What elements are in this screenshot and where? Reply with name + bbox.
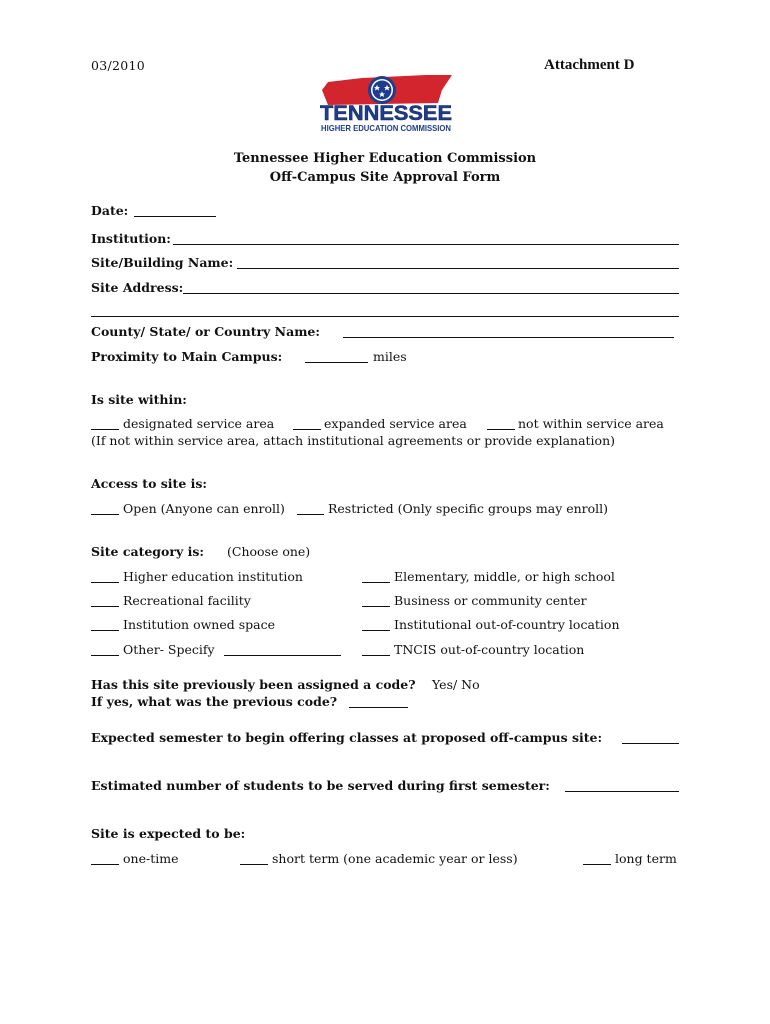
other-checkline[interactable] xyxy=(91,655,119,656)
proximity-unit: miles xyxy=(373,349,407,364)
elementary-checkline[interactable] xyxy=(362,582,390,583)
option-short-term: short term (one academic year or less) xyxy=(272,851,518,866)
open-checkline[interactable] xyxy=(91,514,119,515)
county-label: County/ State/ or Country Name: xyxy=(91,324,320,339)
students-label: Estimated number of students to be served during first semester: xyxy=(91,778,550,793)
option-out-of-country: Institutional out-of-country location xyxy=(394,617,620,632)
form-date-code: 03/2010 xyxy=(91,58,146,73)
yes-no-options[interactable]: Yes/ No xyxy=(432,677,480,692)
category-heading: Site category is: xyxy=(91,544,204,559)
site-address-field-line2[interactable] xyxy=(91,316,679,317)
option-other: Other- Specify xyxy=(123,642,215,657)
semester-field[interactable] xyxy=(622,743,679,744)
form-title: Tennessee Higher Education Commission xyxy=(233,151,537,166)
option-long-term: long term xyxy=(615,851,677,866)
category-hint: (Choose one) xyxy=(227,544,311,559)
recreational-checkline[interactable] xyxy=(91,606,119,607)
site-address-label: Site Address: xyxy=(91,280,184,295)
date-label: Date: xyxy=(91,203,129,218)
thec-logo xyxy=(314,72,456,134)
option-restricted: Restricted (Only specific groups may enroll) xyxy=(328,501,609,516)
long-term-checkline[interactable] xyxy=(583,864,611,865)
students-field[interactable] xyxy=(565,791,679,792)
tennessee-logo-icon xyxy=(314,72,456,134)
option-recreational: Recreational facility xyxy=(123,593,251,608)
proximity-field[interactable] xyxy=(305,362,368,363)
previous-code-question: Has this site previously been assigned a code? xyxy=(91,677,416,692)
previous-code-field[interactable] xyxy=(349,707,408,708)
site-within-note: (If not within service area, attach institutional agreements or provide explanation) xyxy=(91,433,615,448)
proximity-label: Proximity to Main Campus: xyxy=(91,349,283,364)
semester-label: Expected semester to begin offering classes at proposed off-campus site: xyxy=(91,730,603,745)
option-higher-ed: Higher education institution xyxy=(123,569,303,584)
date-field[interactable] xyxy=(134,216,216,217)
site-within-heading: Is site within: xyxy=(91,392,187,407)
option-elementary: Elementary, middle, or high school xyxy=(394,569,615,584)
institution-owned-checkline[interactable] xyxy=(91,630,119,631)
option-designated: designated service area xyxy=(123,416,275,431)
tncis-checkline[interactable] xyxy=(362,655,390,656)
institution-field[interactable] xyxy=(173,244,679,245)
restricted-checkline[interactable] xyxy=(297,514,324,515)
attachment-label: Attachment D xyxy=(544,57,635,73)
access-heading: Access to site is: xyxy=(91,476,208,491)
out-of-country-checkline[interactable] xyxy=(362,630,390,631)
one-time-checkline[interactable] xyxy=(91,864,119,865)
option-institution-owned: Institution owned space xyxy=(123,617,275,632)
option-business: Business or community center xyxy=(394,593,587,608)
higher-ed-checkline[interactable] xyxy=(91,582,119,583)
option-one-time: one-time xyxy=(123,851,179,866)
option-tncis: TNCIS out-of-country location xyxy=(394,642,585,657)
designated-checkline[interactable] xyxy=(91,429,119,430)
site-building-field[interactable] xyxy=(237,268,679,269)
previous-code-followup: If yes, what was the previous code? xyxy=(91,694,338,709)
logo-subtext: HIGHER EDUCATION COMMISSION xyxy=(321,123,451,133)
other-specify-field[interactable] xyxy=(224,655,341,656)
logo-text: TENNESSEE xyxy=(320,102,452,125)
site-address-field[interactable] xyxy=(183,293,679,294)
short-term-checkline[interactable] xyxy=(240,864,268,865)
option-open: Open (Anyone can enroll) xyxy=(123,501,285,516)
expanded-checkline[interactable] xyxy=(293,429,321,430)
institution-label: Institution: xyxy=(91,231,171,246)
form-subtitle: Off-Campus Site Approval Form xyxy=(269,170,501,185)
county-field[interactable] xyxy=(343,337,674,338)
option-not-within: not within service area xyxy=(518,416,664,431)
not-within-checkline[interactable] xyxy=(487,429,515,430)
business-checkline[interactable] xyxy=(362,606,390,607)
duration-heading: Site is expected to be: xyxy=(91,826,246,841)
option-expanded: expanded service area xyxy=(324,416,467,431)
site-building-label: Site/Building Name: xyxy=(91,255,234,270)
